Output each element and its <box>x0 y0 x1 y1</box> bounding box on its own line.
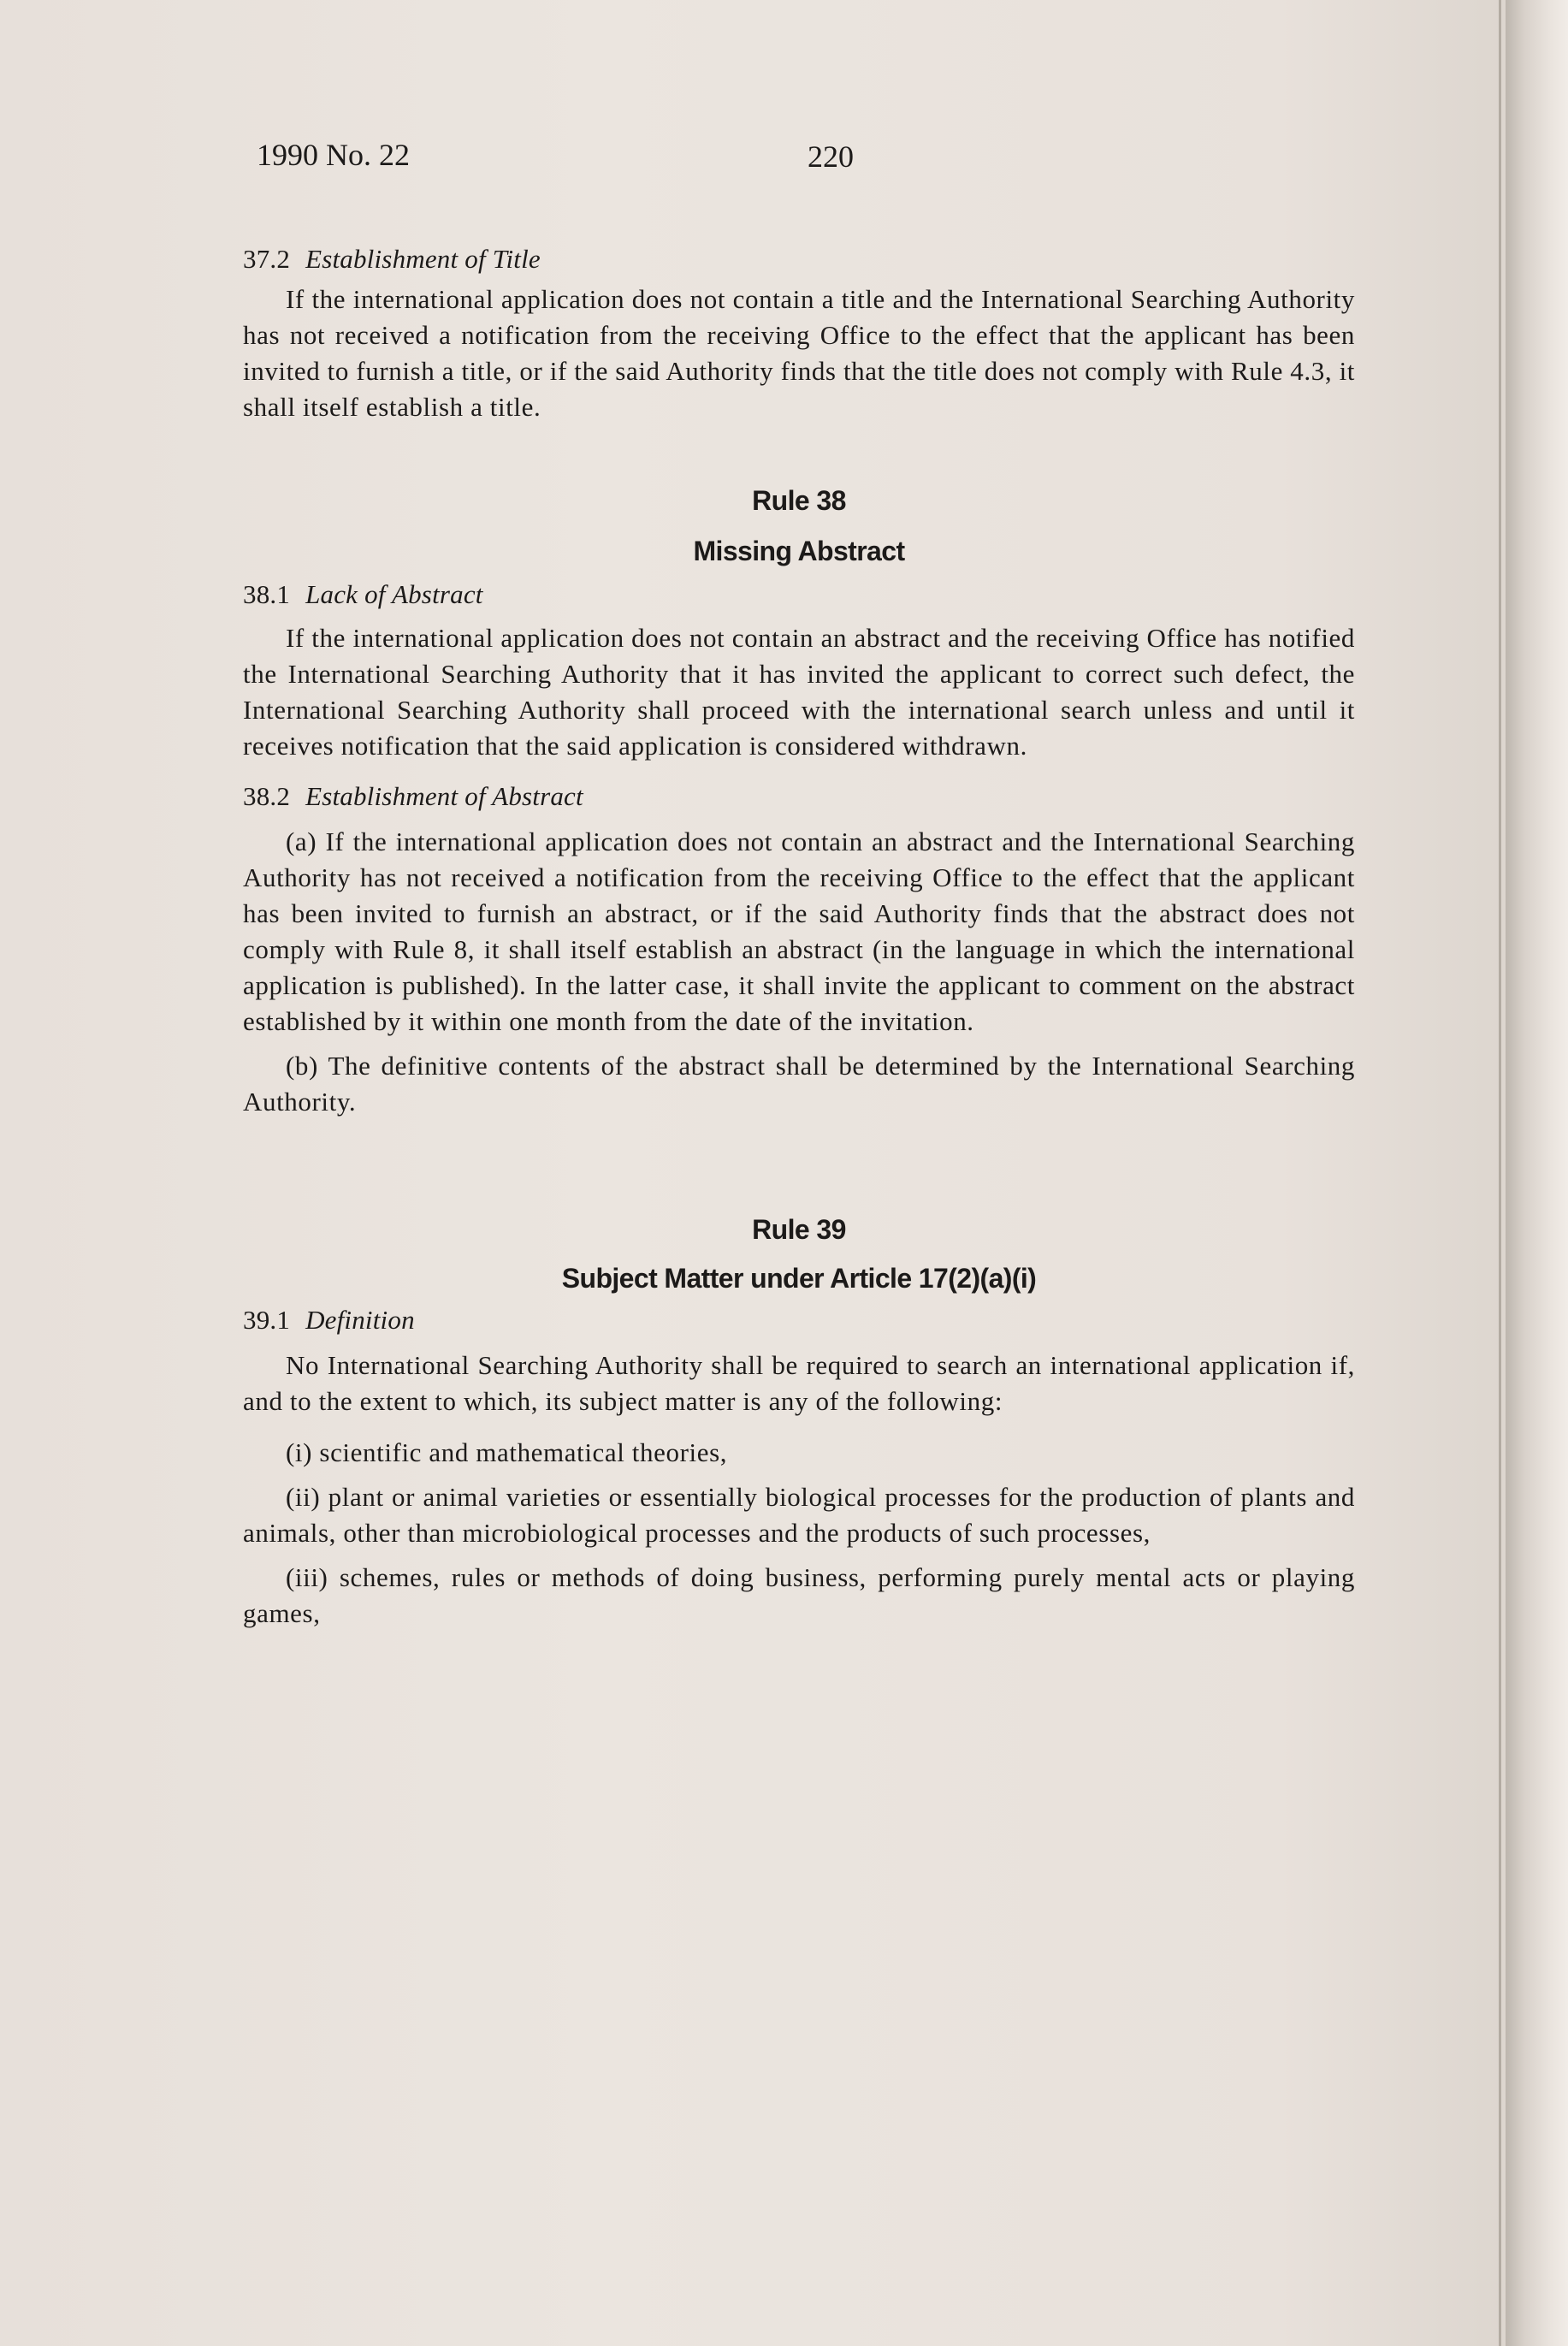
page-number: 220 <box>808 139 854 174</box>
gazette-reference: 1990 No. 22 <box>257 138 410 172</box>
list-item: (iii) schemes, rules or methods of doing business, performing purely mental acts or playing games, <box>243 1562 1355 1628</box>
section-number: 38.2 <box>243 781 291 811</box>
section-number: 38.1 <box>243 579 291 609</box>
section-heading-38-1 <box>243 579 1355 610</box>
list-item: (ii) plant or animal varieties or essentially biological processes for the production of plants and animals, other than microbiological processes and the products of such processes, <box>243 1482 1355 1548</box>
section-heading-37-2 <box>243 244 1355 275</box>
page-gutter-line <box>1499 0 1501 2346</box>
section-title: Definition <box>305 1305 415 1335</box>
section-38-2-para-a: (a) If the international application does not contain an abstract and the International Searching Authority has not received a notification from the receiving Office to the effect that the applicant has been invited to furnish an abstract, or if the said Authority finds that the abstract does not comply with Rule 8, it shall itself establish an abstract (in the language in which the international application is published). In the latter case, it shall invite the applicant to comment on the abstract established by it within one month from the date of the invitation. <box>243 826 1355 1036</box>
section-37-2-text: If the international application does not contain a title and the International Searching Authority has not received a notification from the receiving Office to the effect that the applicant has been invited to furnish a title, or if the said Authority finds that the title does not comply with Rule 4.3, it shall itself establish a title. <box>243 284 1355 422</box>
section-heading-38-2 <box>243 781 1355 812</box>
rule-38-number: Rule 38 <box>752 485 846 516</box>
section-title: Lack of Abstract <box>305 579 483 609</box>
section-39-1-text: No International Searching Authority shall be required to search an international application if, and to the extent to which, its subject matter is any of the following: <box>243 1350 1355 1416</box>
page-header <box>243 128 1355 180</box>
section-title: Establishment of Abstract <box>305 781 583 811</box>
section-heading-39-1 <box>243 1305 1355 1336</box>
section-title: Establishment of Title <box>305 244 541 274</box>
rule-38-title: Missing Abstract <box>693 536 905 566</box>
section-38-2-para-b: (b) The definitive contents of the abstract shall be determined by the International Searching Authority. <box>243 1051 1355 1117</box>
rule-39-number: Rule 39 <box>752 1214 846 1245</box>
page-content <box>243 128 1355 1632</box>
section-38-1-text: If the international application does not contain an abstract and the receiving Office has notified the International Searching Authority that it has invited the applicant to correct such defect, the International Searching Authority shall proceed with the international search unless and until it receives notification that the said application is considered withdrawn. <box>243 623 1355 761</box>
rule-39-title: Subject Matter under Article 17(2)(a)(i) <box>561 1263 1037 1294</box>
list-item: (i) scientific and mathematical theories, <box>286 1437 728 1467</box>
section-number: 37.2 <box>243 244 291 274</box>
next-page-edge <box>1506 0 1568 2346</box>
section-number: 39.1 <box>243 1305 291 1335</box>
